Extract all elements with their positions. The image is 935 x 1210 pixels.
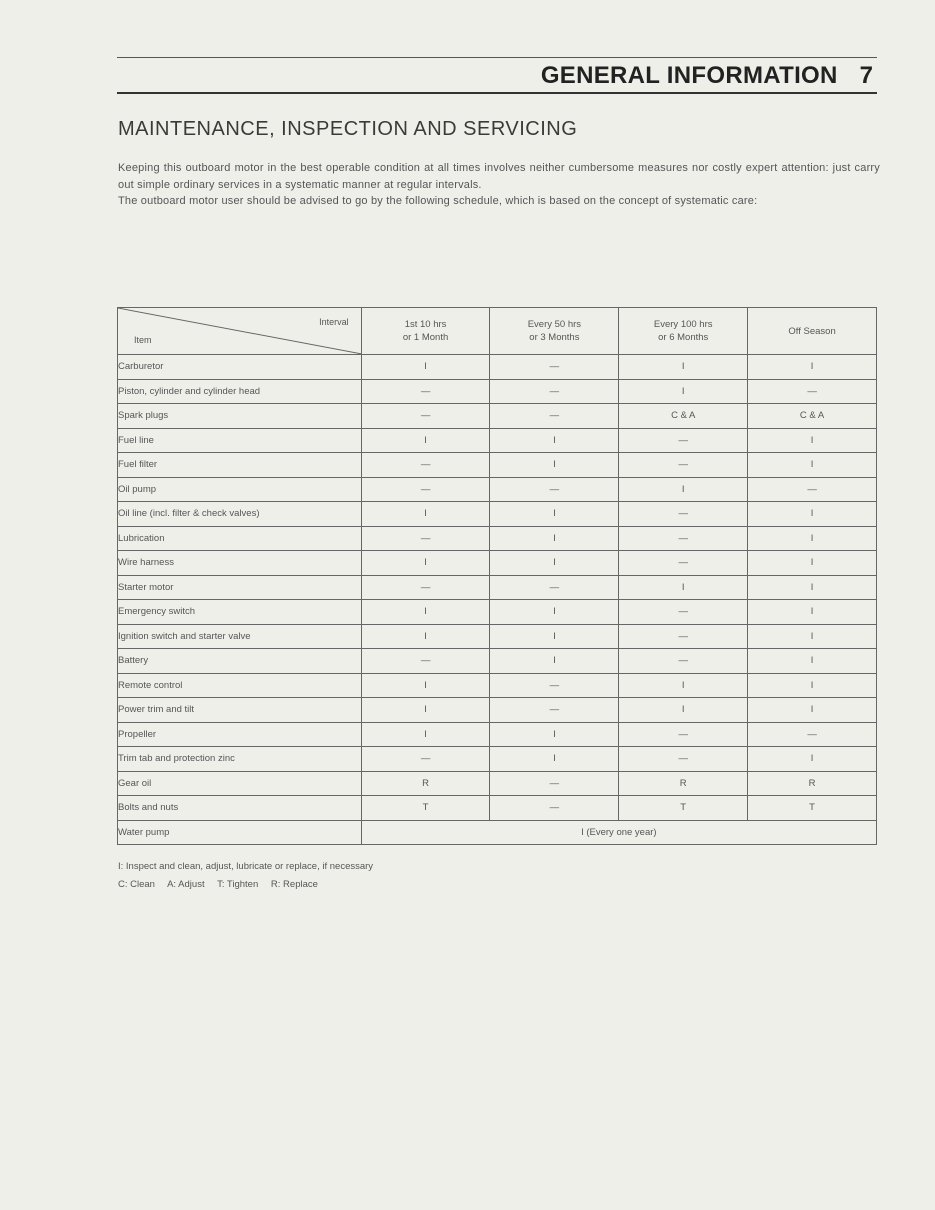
interval-header [361,308,490,355]
row-item-name: Bolts and nuts [118,796,362,821]
row-interval-value: I [748,649,877,674]
row-interval-value: R [361,771,490,796]
row-interval-value: I [490,502,619,527]
interval-line: or 3 Months [529,332,580,343]
table-row [118,698,877,723]
row-interval-value: I [490,649,619,674]
row-interval-value: — [619,551,748,576]
row-interval-value: — [490,771,619,796]
row-interval-value: I [361,355,490,380]
interval-line: Every 100 hrs [653,319,713,330]
row-interval-value: — [619,502,748,527]
table-row [118,526,877,551]
row-interval-value: I [619,575,748,600]
row-interval-value: I [490,526,619,551]
table-row [118,771,877,796]
row-interval-value: I [748,428,877,453]
maintenance-schedule-table [117,307,877,845]
row-interval-value: — [361,404,490,429]
page-number: 7 [859,62,873,89]
row-interval-value: I [619,355,748,380]
legend-entry: T: Tighten [217,879,259,890]
row-interval-value: I [490,624,619,649]
intro-paragraph: Keeping this outboard motor in the best operable condition at all times involves neither cumbersome measures nor costly expert attention: just carry out simple ordinary services in a systematic manner at regular intervals. [118,162,880,191]
row-item-name: Oil line (incl. filter & check valves) [118,502,362,527]
row-interval-value: I [361,722,490,747]
row-interval-value: I [748,673,877,698]
intro-text [118,160,880,210]
row-interval-value: T [361,796,490,821]
row-interval-value: I [748,698,877,723]
row-interval-value: I [748,453,877,478]
table-row [118,453,877,478]
row-interval-value: — [361,477,490,502]
row-interval-value: I [361,600,490,625]
row-interval-value: — [619,747,748,772]
intro-paragraph: The outboard motor user should be advised to go by the following schedule, which is based on the concept of systematic care: [118,195,758,207]
interval-header [490,308,619,355]
row-item-name: Gear oil [118,771,362,796]
table-row [118,649,877,674]
row-interval-value: I [490,551,619,576]
row-item-name: Wire harness [118,551,362,576]
row-interval-value: I [748,600,877,625]
row-interval-value: I [748,747,877,772]
row-interval-value: R [619,771,748,796]
row-interval-value: — [619,649,748,674]
row-interval-value: I [619,477,748,502]
table-row [118,502,877,527]
row-item-name: Water pump [118,820,362,845]
row-item-name: Power trim and tilt [118,698,362,723]
row-item-name: Remote control [118,673,362,698]
row-interval-value: — [619,453,748,478]
row-interval-value: I [490,722,619,747]
row-interval-value: I [361,502,490,527]
row-interval-value: I [490,453,619,478]
row-item-name: Oil pump [118,477,362,502]
header-corner-cell [118,308,362,355]
table-row [118,600,877,625]
row-interval-value: — [361,453,490,478]
row-interval-value: — [490,673,619,698]
interval-line: or 1 Month [402,332,449,343]
interval-line: or 6 Months [658,332,709,343]
row-interval-value: — [619,722,748,747]
table-row [118,551,877,576]
row-interval-value: — [490,355,619,380]
legend-entry: R: Replace [270,879,318,890]
row-interval-value: — [361,526,490,551]
row-item-name: Battery [118,649,362,674]
row-interval-value: C & A [619,404,748,429]
row-interval-value: I [361,551,490,576]
legend-line [118,876,373,894]
table-row [118,379,877,404]
interval-header [748,308,877,355]
table-row [118,624,877,649]
interval-line: Every 50 hrs [527,319,582,330]
row-interval-value: — [748,722,877,747]
row-interval-value: — [361,649,490,674]
table-row [118,404,877,429]
row-interval-value: — [490,796,619,821]
item-label: Item [134,335,152,345]
row-interval-value: — [361,379,490,404]
header-top-rule [117,57,877,58]
interval-line: Off Season [788,325,836,337]
row-interval-value: — [619,600,748,625]
row-interval-value: I [619,379,748,404]
row-interval-value: — [748,477,877,502]
row-item-name: Piston, cylinder and cylinder head [118,379,362,404]
row-interval-value: I [619,698,748,723]
row-interval-value: I [490,747,619,772]
row-interval-value: — [619,526,748,551]
row-item-name: Emergency switch [118,600,362,625]
row-interval-value: I [490,428,619,453]
page-header [117,60,877,94]
table-row [118,673,877,698]
row-interval-value: I [748,526,877,551]
row-interval-value: I [748,551,877,576]
row-interval-value: — [619,428,748,453]
row-item-name: Lubrication [118,526,362,551]
row-item-name: Fuel line [118,428,362,453]
row-interval-value: I [619,673,748,698]
row-item-name: Spark plugs [118,404,362,429]
row-interval-value: — [490,477,619,502]
table-body [118,355,877,845]
row-interval-value: — [490,404,619,429]
interval-line: 1st 10 hrs [404,319,447,330]
table-row [118,575,877,600]
row-interval-value: I [490,600,619,625]
row-interval-value: I [748,355,877,380]
row-interval-value: I (Every one year) [361,820,876,845]
interval-label: Interval [319,317,349,327]
interval-header [619,308,748,355]
diagonal-divider [118,308,362,354]
row-item-name: Ignition switch and starter valve [118,624,362,649]
row-interval-value: C & A [748,404,877,429]
chapter-title: GENERAL INFORMATION [540,62,838,89]
row-interval-value: I [748,575,877,600]
row-interval-value: — [748,379,877,404]
row-interval-value: I [361,698,490,723]
legend [118,858,373,894]
row-interval-value: I [361,428,490,453]
table-header-row [118,308,877,355]
row-item-name: Starter motor [118,575,362,600]
row-interval-value: — [490,379,619,404]
table-row [118,820,877,845]
row-interval-value: T [619,796,748,821]
table-row [118,355,877,380]
legend-entry: C: Clean [118,879,155,890]
row-interval-value: — [490,575,619,600]
table-row [118,747,877,772]
row-item-name: Propeller [118,722,362,747]
row-interval-value: T [748,796,877,821]
row-interval-value: I [361,673,490,698]
row-interval-value: I [748,502,877,527]
row-interval-value: — [361,747,490,772]
row-interval-value: — [361,575,490,600]
row-item-name: Fuel filter [118,453,362,478]
table-row [118,477,877,502]
section-title: MAINTENANCE, INSPECTION AND SERVICING [118,118,578,140]
legend-line: I: Inspect and clean, adjust, lubricate or replace, if necessary [118,861,374,872]
row-item-name: Carburetor [118,355,362,380]
legend-entry: A: Adjust [167,879,205,890]
row-interval-value: — [490,698,619,723]
row-interval-value: I [748,624,877,649]
table-row [118,722,877,747]
row-interval-value: — [619,624,748,649]
table-row [118,428,877,453]
row-interval-value: I [361,624,490,649]
row-item-name: Trim tab and protection zinc [118,747,362,772]
table-row [118,796,877,821]
row-interval-value: R [748,771,877,796]
